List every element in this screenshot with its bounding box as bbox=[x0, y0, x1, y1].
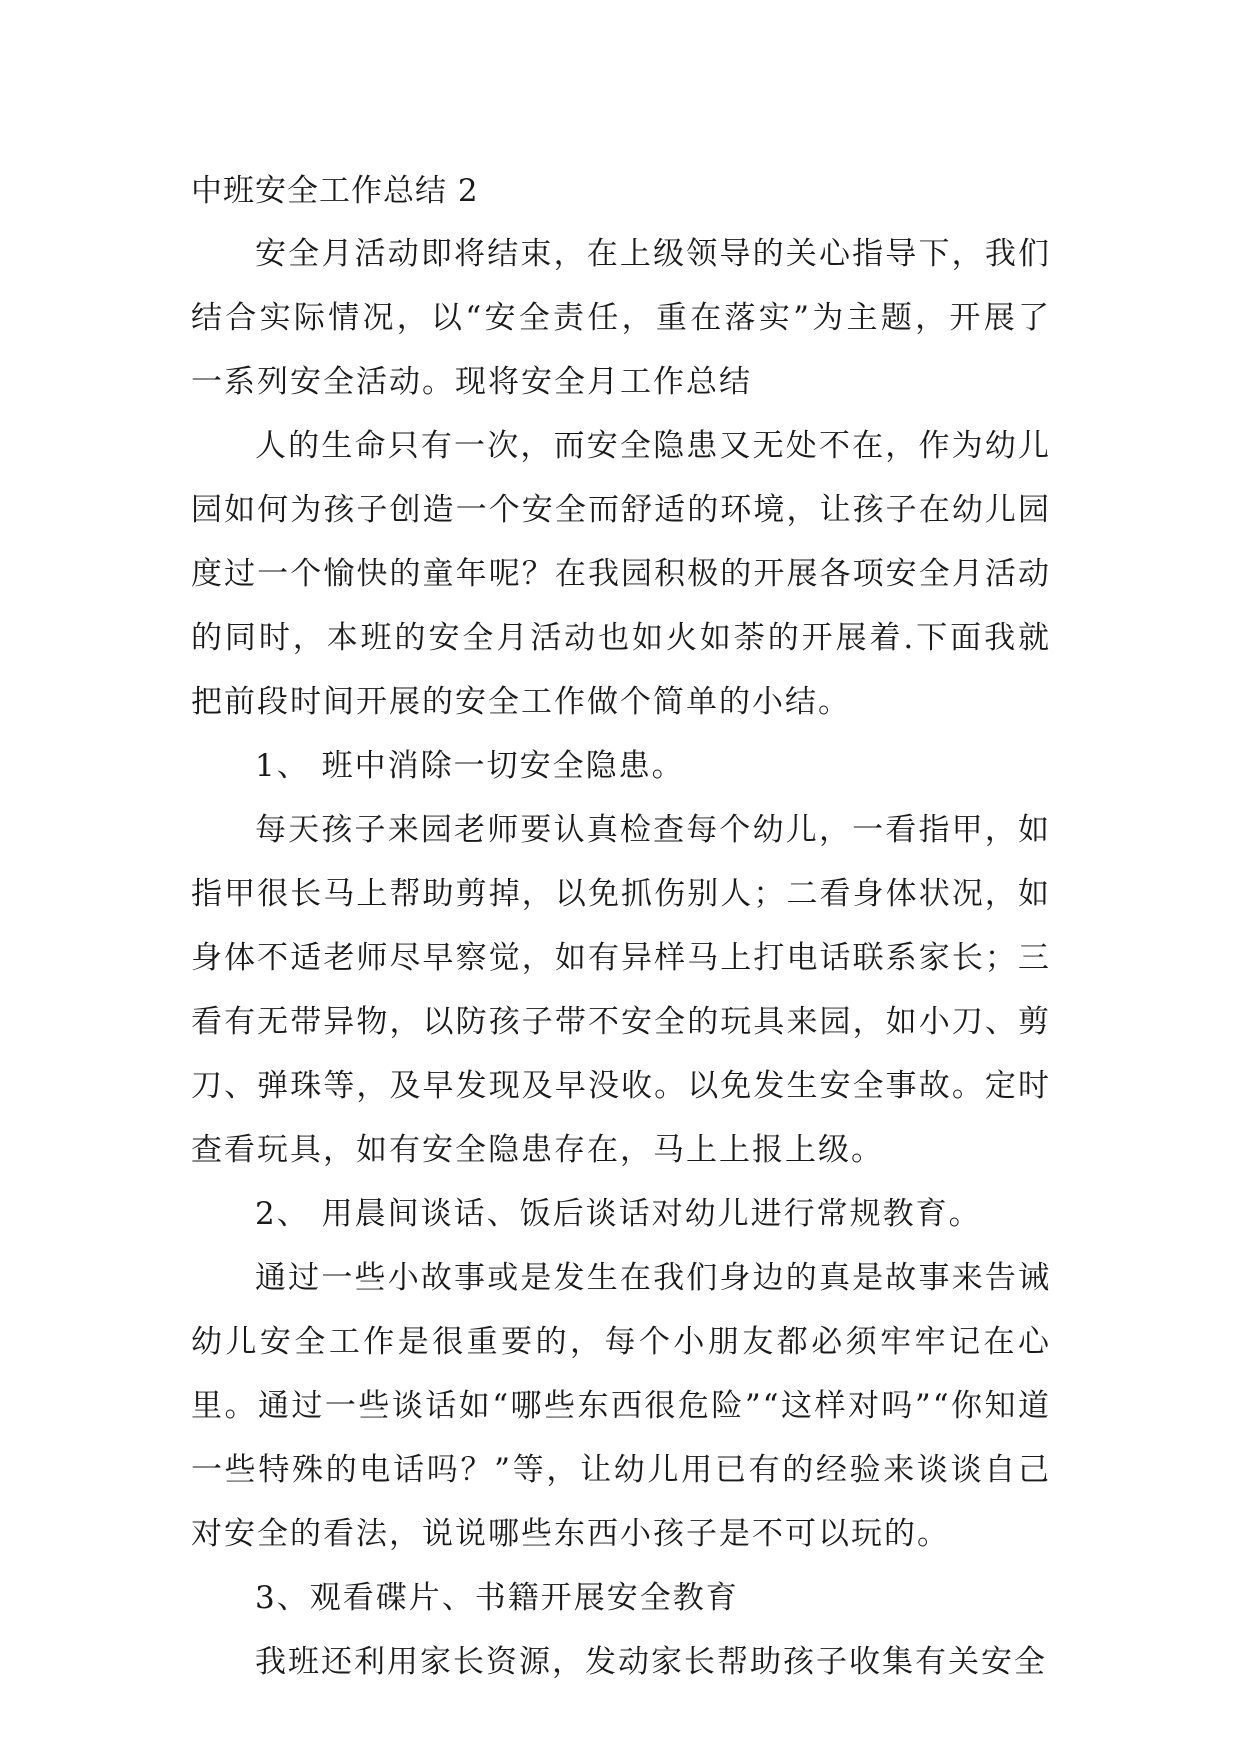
section-heading-2: 2、 用晨间谈话、饭后谈话对幼儿进行常规教育。 bbox=[255, 1196, 982, 1232]
paragraph-section-3: 我班还利用家长资源，发动家长帮助孩子收集有关安全 bbox=[255, 1644, 1047, 1680]
paragraph-background: 人的生命只有一次，而安全隐患又无处不在，作为幼儿园如何为孩子创造一个安全而舒适的环境，让孩子在幼儿园度过一个愉快的童年呢？在我园积极的开展各项安全月活动的同时，本班的安全月活动也如火如荼的开展着.下面我就把前段时间开展的安全工作做个简单的小结。 bbox=[191, 428, 1051, 720]
document-body bbox=[191, 160, 1051, 1694]
paragraph-intro: 安全月活动即将结束，在上级领导的关心指导下，我们结合实际情况，以“安全责任，重在落实”为主题，开展了一系列安全活动。现将安全月工作总结 bbox=[191, 236, 1051, 400]
section-heading-1: 1、 班中消除一切安全隐患。 bbox=[255, 748, 685, 784]
paragraph-section-1: 每天孩子来园老师要认真检查每个幼儿，一看指甲，如指甲很长马上帮助剪掉，以免抓伤别人；二看身体状况，如身体不适老师尽早察觉，如有异样马上打电话联系家长；三看有无带异物，以防孩子带不安全的玩具来园，如小刀、剪刀、弹珠等，及早发现及早没收。以免发生安全事故。定时查看玩具，如有安全隐患存在，马上上报上级。 bbox=[191, 812, 1051, 1168]
section-heading-3: 3、观看碟片、书籍开展安全教育 bbox=[255, 1580, 739, 1616]
paragraph-section-2: 通过一些小故事或是发生在我们身边的真是故事来告诫幼儿安全工作是很重要的，每个小朋友都必须牢牢记在心里。通过一些谈话如“哪些东西很危险”“这样对吗”“你知道一些特殊的电话吗？”等，让幼儿用已有的经验来谈谈自己对安全的看法，说说哪些东西小孩子是不可以玩的。 bbox=[191, 1260, 1051, 1552]
document-title: 中班安全工作总结 2 bbox=[191, 173, 479, 209]
